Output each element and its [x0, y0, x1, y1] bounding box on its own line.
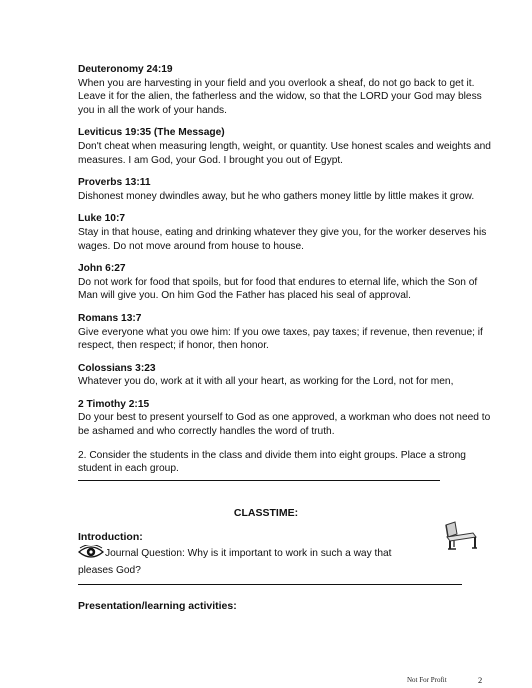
- verse-item: [78, 262, 492, 303]
- verse-text: Stay in that house, eating and drinking whatever they give you, for the worker deserves his wages. Do not move around from house to house.: [78, 226, 487, 252]
- verse-reference: 2 Timothy 2:15: [78, 398, 150, 410]
- verse-text: When you are harvesting in your field and you overlook a sheaf, do not go back to get it. Leave it for the alien, the fatherless and the widow, so that the LORD your God may bless you in all the work of your hands.: [78, 77, 482, 116]
- classtime-heading: CLASSTIME:: [233, 507, 299, 519]
- verse-text: Do your best to present yourself to God as one approved, a workman who does not need to be ashamed and who correctly handles the word of truth.: [78, 412, 491, 438]
- verse-text: Whatever you do, work at it with all your heart, as working for the Lord, not for men,: [78, 376, 454, 388]
- school-desk-icon: [442, 521, 478, 553]
- verse-item: [78, 362, 492, 389]
- scripture-list: [78, 63, 492, 476]
- verse-reference: Colossians 3:23: [78, 362, 156, 374]
- footer-note: Not For Profit: [407, 676, 447, 684]
- verse-item: [78, 63, 492, 117]
- divider-line: [78, 584, 462, 585]
- eye-icon: [78, 545, 104, 564]
- verse-item: [78, 398, 492, 439]
- journal-question: [78, 545, 408, 578]
- verse-item: [78, 176, 492, 203]
- verse-text: Don't cheat when measuring length, weight, or quantity. Use honest scales and weights and measures. I am God, your God. I brought you out of Egypt.: [78, 140, 491, 166]
- verse-reference: Luke 10:7: [78, 213, 125, 225]
- verse-reference: Proverbs 13:11: [78, 177, 151, 189]
- journal-question-text: Journal Question: Why is it important to work in such a way that pleases God?: [78, 548, 392, 576]
- verse-reference: Leviticus 19:35 (The Message): [78, 127, 225, 139]
- verse-reference: John 6:27: [78, 263, 126, 275]
- verse-item: [78, 126, 492, 167]
- page-number: 2: [478, 675, 483, 685]
- divider-line: [78, 480, 440, 481]
- verse-text: Give everyone what you owe him: If you owe taxes, pay taxes; if revenue, then revenue; if respect, then respect; if honor, then honor.: [78, 326, 483, 352]
- verse-text: Do not work for food that spoils, but for food that endures to eternal life, which the Son of Man will give you. On him God the Father has placed his seal of approval.: [78, 276, 478, 302]
- instruction-step: 2. Consider the students in the class and divide them into eight groups. Place a strong student in each group.: [78, 449, 466, 475]
- introduction-title: Introduction:: [78, 531, 143, 543]
- verse-item: [78, 212, 492, 253]
- verse-text: Dishonest money dwindles away, but he who gathers money little by little makes it grow.: [78, 190, 475, 202]
- verse-reference: Romans 13:7: [78, 312, 142, 324]
- presentation-title: Presentation/learning activities:: [78, 600, 237, 612]
- verse-item: [78, 312, 492, 353]
- verse-reference: Deuteronomy 24:19: [78, 64, 173, 75]
